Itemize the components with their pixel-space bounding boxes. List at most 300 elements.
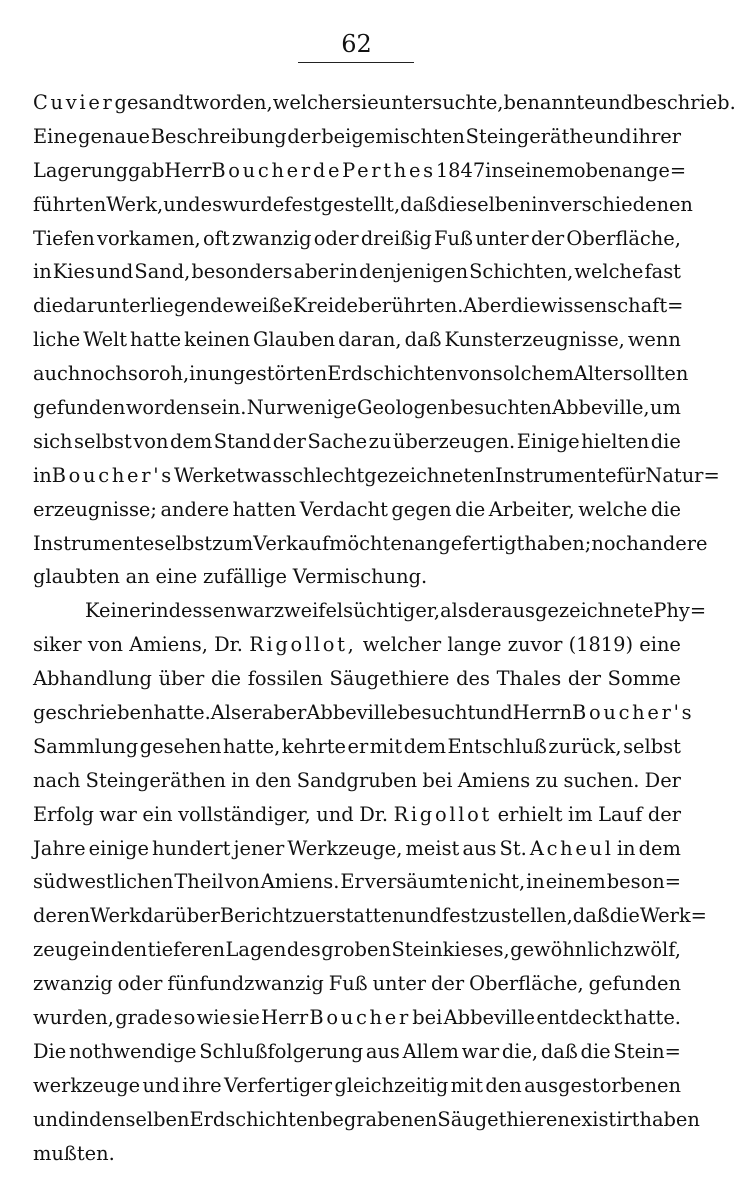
word: er: [347, 734, 369, 758]
word: die: [650, 497, 681, 521]
word: Stein=: [613, 1039, 681, 1063]
word: glaubten: [33, 565, 120, 589]
word: und: [142, 1073, 180, 1097]
word: mußten.: [33, 1141, 115, 1165]
word: Kreide: [292, 294, 359, 318]
word: Fuß: [434, 226, 473, 250]
word: gezeichneten: [364, 463, 496, 487]
word: Oberfläche,: [566, 226, 681, 250]
word: benannte: [503, 91, 596, 114]
word: ihre: [182, 1073, 222, 1097]
word: oder: [117, 972, 163, 996]
word: gewöhnlich: [510, 938, 624, 962]
word: der: [647, 802, 681, 826]
text-line: [33, 832, 681, 866]
word: sein.: [200, 396, 247, 420]
word: hatte.: [623, 1006, 681, 1030]
word: zuvor: [507, 633, 563, 657]
word: in: [531, 192, 550, 216]
word: zwanzig: [231, 226, 312, 250]
word: haben: [639, 1107, 700, 1131]
word: Thales: [496, 667, 562, 691]
word: festzustellen,: [441, 904, 573, 928]
word: nicht,: [469, 870, 526, 894]
word: Jahre: [33, 836, 86, 860]
text-line: [33, 662, 681, 696]
word: verschiedenen: [549, 192, 693, 216]
word: bei: [422, 768, 453, 792]
word: von: [133, 429, 169, 453]
word: eine: [639, 633, 681, 657]
word: fast: [644, 260, 681, 284]
word: ausgezeichnete: [501, 599, 654, 623]
word: Steinkieses,: [391, 938, 510, 962]
word: führten: [33, 192, 107, 216]
text-line: [33, 154, 687, 188]
word: besuchten: [450, 396, 552, 420]
word: entdeckt: [536, 1006, 623, 1030]
word: Werkzeuge,: [287, 836, 403, 860]
word: zweifelsüchtiger,: [273, 599, 441, 623]
word: hatte.: [153, 701, 211, 725]
word: Sandgruben: [296, 768, 418, 792]
word: Rigollot,: [249, 633, 357, 657]
word: Keiner: [85, 599, 150, 623]
word: etwas: [224, 463, 283, 487]
word: welche: [574, 260, 644, 284]
word: und: [594, 124, 632, 148]
word: gab: [127, 158, 165, 182]
word: Säugethiere: [329, 667, 450, 691]
word: zufällige: [202, 565, 287, 589]
word: Instrumente: [33, 531, 155, 555]
word: in: [189, 362, 208, 386]
word: vollständiger,: [178, 802, 311, 826]
word: dem: [169, 429, 213, 453]
text-line: [33, 323, 681, 357]
word: in: [231, 768, 250, 792]
text-line: [33, 1001, 681, 1035]
word: daß: [572, 904, 610, 928]
word: Oberfläche,: [469, 972, 584, 996]
word: dreißig: [360, 226, 432, 250]
word: ange=: [621, 158, 687, 182]
word: aus: [462, 836, 497, 860]
word: Werk=: [639, 904, 707, 928]
word: aus: [365, 1039, 400, 1063]
text-line: [33, 493, 681, 527]
word: Glauben: [253, 328, 336, 352]
word: und: [95, 260, 134, 284]
word: oben: [573, 158, 622, 182]
word: siker: [33, 633, 82, 657]
word: Sammlung: [33, 734, 139, 758]
word: fünfundzwanzig: [167, 972, 324, 996]
word: möchten: [329, 531, 415, 555]
text-line: [33, 459, 720, 493]
word: oft: [202, 226, 230, 250]
word: Eine: [33, 124, 78, 148]
word: Steingeräthen: [85, 768, 226, 792]
word: ihrer: [632, 124, 681, 148]
word: darüber: [140, 904, 220, 928]
word: Arbeiter,: [488, 497, 575, 521]
word: Erfolg: [33, 802, 94, 826]
word: indessen: [149, 599, 237, 623]
text-line: [33, 527, 708, 561]
word: und: [316, 802, 354, 826]
word: Verdacht: [299, 497, 388, 521]
word: hatten: [232, 497, 297, 521]
word: und: [163, 192, 201, 216]
text-line: [33, 899, 707, 933]
word: Erdschichten: [189, 1107, 320, 1131]
word: Sache: [307, 429, 368, 453]
word: versäumte: [364, 870, 469, 894]
word: erzeugnisse;: [33, 497, 157, 521]
word: Tiefen: [33, 226, 95, 250]
word: Dr.: [359, 802, 389, 826]
word: wissenschaft=: [540, 294, 684, 318]
text-line: [33, 425, 681, 459]
word: gleichzeitig: [334, 1073, 449, 1097]
word: zum: [212, 531, 254, 555]
word: geschrieben: [33, 701, 154, 725]
word: worden: [125, 396, 200, 420]
word: denjenigen: [359, 260, 469, 284]
word: andere: [160, 497, 230, 521]
word: Säugethieren: [437, 1107, 570, 1131]
word: Boucher: [309, 1006, 411, 1030]
word: der: [287, 124, 321, 148]
word: erstatten: [314, 904, 405, 928]
word: Sand,: [134, 260, 191, 284]
word: zwölf,: [623, 938, 681, 962]
word: Amiens: [457, 768, 531, 792]
word: Acheul: [529, 836, 614, 860]
word: und: [475, 701, 513, 725]
word: in: [33, 260, 52, 284]
word: andere: [638, 531, 708, 555]
word: nothwendige: [68, 1039, 197, 1063]
word: untersuchte,: [378, 91, 504, 114]
word: Cuvier: [33, 91, 115, 114]
word: Verfertiger: [223, 1073, 333, 1097]
word: und: [404, 904, 442, 928]
word: den: [110, 938, 148, 962]
word: Amiens,: [129, 633, 208, 657]
word: beschrieb.: [633, 91, 736, 114]
word: keinen: [184, 328, 251, 352]
word: Vermischung.: [292, 565, 428, 589]
text-line: [33, 696, 695, 730]
word: daß: [404, 328, 442, 352]
word: oder: [313, 226, 359, 250]
word: die: [580, 1039, 611, 1063]
word: Werk: [173, 463, 225, 487]
word: weiße: [234, 294, 293, 318]
text-line: [33, 594, 707, 628]
word: suchen.: [563, 768, 640, 792]
word: für: [616, 463, 646, 487]
word: Er: [340, 870, 364, 894]
text-line: [33, 933, 681, 967]
word: beigemischten: [321, 124, 465, 148]
text-line: [33, 628, 681, 662]
word: die: [510, 294, 541, 318]
word: berührten.: [358, 294, 464, 318]
word: Alter: [573, 362, 623, 386]
word: Rigollot: [393, 802, 493, 826]
word: Kies: [52, 260, 95, 284]
word: existirt: [569, 1107, 640, 1131]
word: Erdschichten: [327, 362, 458, 386]
word: zu: [368, 429, 392, 453]
word: Boucher's: [572, 701, 695, 725]
word: im: [568, 802, 593, 826]
word: von: [224, 870, 260, 894]
word: groben: [321, 938, 391, 962]
word: besonders: [191, 260, 293, 284]
word: hielten: [581, 429, 650, 453]
text-line: [33, 764, 681, 798]
word: der: [530, 226, 565, 250]
word: Instrumente: [495, 463, 617, 487]
text-line: [33, 222, 681, 256]
word: begrabenen: [319, 1107, 438, 1131]
word: unter: [475, 226, 529, 250]
word: (1819): [568, 633, 634, 657]
word: Herr: [261, 1006, 309, 1030]
word: mit: [450, 1073, 484, 1097]
word: zeuge: [33, 938, 92, 962]
word: des: [456, 667, 490, 691]
word: Kunsterzeugnisse,: [444, 328, 625, 352]
word: denselben: [89, 1107, 190, 1131]
word: er: [240, 701, 262, 725]
body-text: [33, 86, 736, 1171]
word: Einige: [516, 429, 580, 453]
word: überzeugen.: [392, 429, 516, 453]
word: auch: [33, 362, 81, 386]
word: Lauf: [598, 802, 643, 826]
word: so: [173, 1006, 196, 1030]
word: tieferen: [147, 938, 226, 962]
word: hatte: [130, 328, 182, 352]
text-line: [33, 289, 684, 323]
word: wenige: [285, 396, 357, 420]
word: liche: [33, 328, 81, 352]
text-line: [33, 86, 736, 120]
word: zwanzig: [33, 972, 113, 996]
word: einige: [88, 836, 149, 860]
word: bei: [412, 1006, 443, 1030]
word: werkzeuge: [33, 1073, 141, 1097]
word: zu: [535, 768, 559, 792]
word: Natur=: [645, 463, 720, 487]
word: Lagerung: [33, 158, 128, 182]
word: über: [158, 667, 205, 691]
word: erhielt: [497, 802, 563, 826]
word: Als: [210, 701, 241, 725]
word: südwestlichen: [33, 870, 174, 894]
word: um: [650, 396, 681, 420]
word: Aber: [463, 294, 511, 318]
word: eine: [155, 565, 198, 589]
word: Schlußfolgerung: [199, 1039, 364, 1063]
word: seinem: [503, 158, 574, 182]
word: aber: [293, 260, 339, 284]
word: Verkauf: [253, 531, 330, 555]
word: von: [457, 362, 493, 386]
word: Entschluß: [447, 734, 547, 758]
word: 1847: [435, 158, 486, 182]
text-line: [33, 120, 681, 154]
text-line: [33, 865, 681, 899]
word: in: [485, 158, 504, 182]
word: roh,: [149, 362, 190, 386]
word: St.: [499, 836, 527, 860]
word: worden,: [192, 91, 273, 114]
word: sollten: [622, 362, 689, 386]
word: Nur: [246, 396, 286, 420]
text-line: [33, 730, 681, 764]
word: die: [210, 667, 242, 691]
word: hundert: [152, 836, 231, 860]
word: und: [595, 91, 634, 114]
text-line: [33, 188, 693, 222]
word: selbst: [623, 734, 681, 758]
text-line: [33, 967, 681, 1001]
word: war: [236, 599, 274, 623]
word: festgestellt,: [284, 192, 401, 216]
word: der: [431, 972, 465, 996]
word: Boucher: [211, 158, 313, 182]
word: gefunden: [33, 396, 126, 420]
word: mit: [369, 734, 403, 758]
word: welcher: [362, 633, 442, 657]
word: der: [272, 429, 306, 453]
word: so: [127, 362, 150, 386]
word: lange: [447, 633, 502, 657]
word: wurden,: [33, 1006, 114, 1030]
word: noch: [80, 362, 128, 386]
word: Stand: [213, 429, 272, 453]
word: in: [91, 938, 111, 962]
word: Amiens.: [260, 870, 340, 894]
word: Herrn: [512, 701, 573, 725]
word: Allem: [402, 1039, 459, 1063]
word: wie: [196, 1006, 231, 1030]
word: Abbeville: [306, 701, 398, 725]
word: jener: [233, 836, 285, 860]
word: Abbeville: [443, 1006, 536, 1030]
word: den: [255, 768, 292, 792]
word: Fuß: [328, 972, 368, 996]
word: selbst: [154, 531, 213, 555]
text-line: [33, 391, 681, 425]
text-line: [33, 560, 681, 594]
word: dieselben: [437, 192, 532, 216]
word: sich: [33, 429, 73, 453]
word: Bericht: [219, 904, 293, 928]
word: Schichten,: [469, 260, 574, 284]
word: einem: [545, 870, 606, 894]
word: welcher: [272, 91, 352, 114]
word: es: [200, 192, 223, 216]
word: haben;: [524, 531, 592, 555]
text-line: [33, 1035, 681, 1069]
text-line: [33, 1069, 681, 1103]
word: angefertigt: [414, 531, 525, 555]
word: Steingeräthe: [465, 124, 594, 148]
word: der: [567, 667, 602, 691]
word: vorkamen,: [97, 226, 201, 250]
word: daß: [400, 192, 438, 216]
word: zurück,: [548, 734, 622, 758]
word: Phy=: [653, 599, 707, 623]
word: unter: [372, 972, 427, 996]
word: Lagen: [225, 938, 287, 962]
word: ausgestorbenen: [524, 1073, 681, 1097]
word: der: [467, 599, 501, 623]
word: die: [455, 497, 486, 521]
word: gesandt: [114, 91, 193, 114]
word: ein: [142, 802, 173, 826]
word: die: [650, 429, 681, 453]
word: deren: [33, 904, 91, 928]
word: gefunden: [588, 972, 681, 996]
word: dem: [638, 836, 681, 860]
word: ungestörten: [207, 362, 328, 386]
word: die,: [501, 1039, 539, 1063]
text-line: [33, 1103, 700, 1137]
word: fossilen: [247, 667, 323, 691]
word: in: [33, 463, 52, 487]
word: daß: [540, 1039, 578, 1063]
word: in: [70, 1107, 90, 1131]
word: Perthes: [342, 158, 436, 182]
word: noch: [591, 531, 639, 555]
word: als: [440, 599, 468, 623]
word: in: [339, 260, 359, 284]
word: de: [312, 158, 343, 182]
header-rule: [298, 62, 414, 63]
word: Beschreibung: [150, 124, 287, 148]
word: gegen: [391, 497, 452, 521]
word: in: [616, 836, 636, 860]
text-line: [33, 798, 681, 832]
word: Der: [644, 768, 681, 792]
word: des: [286, 938, 321, 962]
word: dem: [403, 734, 446, 758]
word: Abbeville,: [552, 396, 650, 420]
word: an: [125, 565, 150, 589]
word: hatte,: [223, 734, 281, 758]
word: den: [485, 1073, 522, 1097]
word: Theil: [174, 870, 224, 894]
text-line: [33, 357, 689, 391]
page-number: 62: [341, 30, 372, 58]
word: meist: [405, 836, 460, 860]
word: besucht: [397, 701, 476, 725]
word: schlecht: [282, 463, 365, 487]
word: Geologen: [356, 396, 450, 420]
word: selbst: [74, 429, 132, 453]
word: nach: [33, 768, 81, 792]
word: genaue: [78, 124, 150, 148]
word: aber: [261, 701, 307, 725]
